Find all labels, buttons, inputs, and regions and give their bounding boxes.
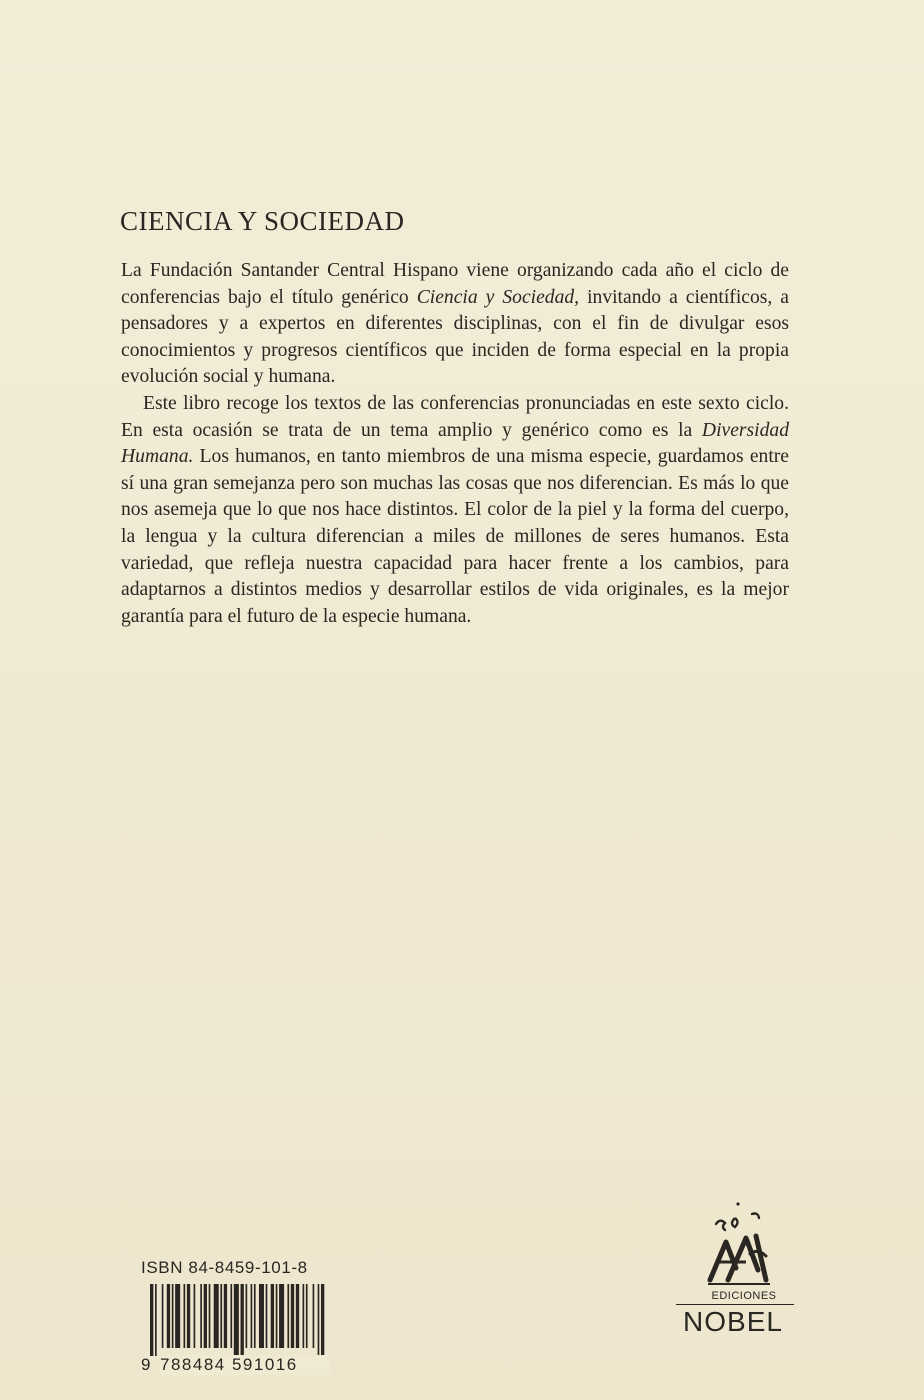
publisher-divider — [676, 1304, 794, 1305]
barcode-bar — [287, 1284, 289, 1348]
barcode-bar — [318, 1284, 320, 1356]
barcode-bar — [291, 1284, 294, 1348]
paragraph-2-text-b: Los humanos, en tanto miembros de una misma especie, guardamos entre sí una gran semejanza pero son muchas las cosas que nos diferencian. Es más lo que nos asemeja que lo que nos hace distintos. El color de la piel y la forma del cuerpo, la lengua y la cultura diferencian a miles de millones de seres humanos. Esta variedad, que refleja nuestra capacidad para hacer frente a los cambios, para adaptarnos a distintos medios y desarrollar estilos de vida originales, es la mejor garantía para el futuro de la especie humana. — [121, 446, 789, 627]
barcode-bar — [241, 1284, 244, 1356]
barcode-bar — [266, 1284, 268, 1348]
paragraph-1-text-b: invitando a científicos, a pensadores y a expertos en diferentes disciplinas, con el fin de divulgar esos conocimientos y progresos científicos que inciden de forma especial en la propia evolución social y humana. — [121, 286, 789, 388]
barcode-bar — [175, 1284, 180, 1348]
paragraph-1-italic-title: Ciencia y Sociedad, — [416, 286, 580, 308]
barcode-bar — [194, 1284, 196, 1348]
barcode-bar — [306, 1284, 308, 1348]
paragraph-2-text-a: Este libro recoge los textos de las conferencias pronunciadas en este sexto ciclo. En esta ocasión se trata de un tema amplio y genérico como es la — [121, 392, 789, 441]
barcode-bar — [167, 1284, 170, 1348]
barcode-bar — [214, 1284, 219, 1348]
barcode-bar — [251, 1284, 253, 1348]
barcode-bar — [279, 1284, 284, 1348]
barcode-bar — [209, 1284, 211, 1348]
barcode-bar — [296, 1284, 299, 1348]
barcode-bar — [321, 1284, 324, 1356]
barcode-bar — [162, 1284, 164, 1348]
paragraph-2-italic-title: Diversidad Humana. — [121, 419, 789, 468]
barcode-bar — [234, 1284, 239, 1356]
barcode-icon — [150, 1284, 326, 1356]
blurb-paragraph-2 — [121, 391, 789, 630]
section-heading: CIENCIA Y SOCIEDAD — [120, 206, 405, 236]
barcode-bar — [172, 1284, 174, 1348]
barcode-bar — [150, 1284, 153, 1356]
publisher-label: EDICIONES — [711, 1290, 777, 1302]
barcode-bar — [224, 1284, 227, 1348]
publisher-name: NOBEL — [683, 1306, 783, 1337]
barcode-bar — [155, 1284, 157, 1356]
barcode-bar — [259, 1284, 264, 1348]
barcode-bar — [187, 1284, 190, 1348]
barcode-bar — [204, 1284, 207, 1348]
barcode-bar — [271, 1284, 274, 1348]
barcode-bar — [230, 1284, 232, 1348]
barcode-bar — [246, 1284, 248, 1348]
barcode-bar — [254, 1284, 256, 1348]
isbn-label: ISBN 84-8459-101-8 — [141, 1258, 308, 1277]
barcode-bar — [200, 1284, 202, 1348]
barcode-prefix-digit: 9 — [141, 1355, 151, 1374]
barcode-bar — [313, 1284, 315, 1348]
blurb-paragraph-1 — [121, 258, 789, 391]
blurb-text — [121, 258, 789, 630]
barcode-bar — [276, 1284, 278, 1348]
barcode-bar — [220, 1284, 222, 1348]
publisher-logo-icon — [702, 1198, 776, 1294]
barcode-number: 788484 591016 — [160, 1355, 330, 1375]
barcode-bar — [303, 1284, 305, 1348]
barcode-bar — [184, 1284, 186, 1348]
paragraph-1-text-a: La Fundación Santander Central Hispano viene organizando cada año el ciclo de conferencias bajo el título genérico — [121, 260, 789, 308]
